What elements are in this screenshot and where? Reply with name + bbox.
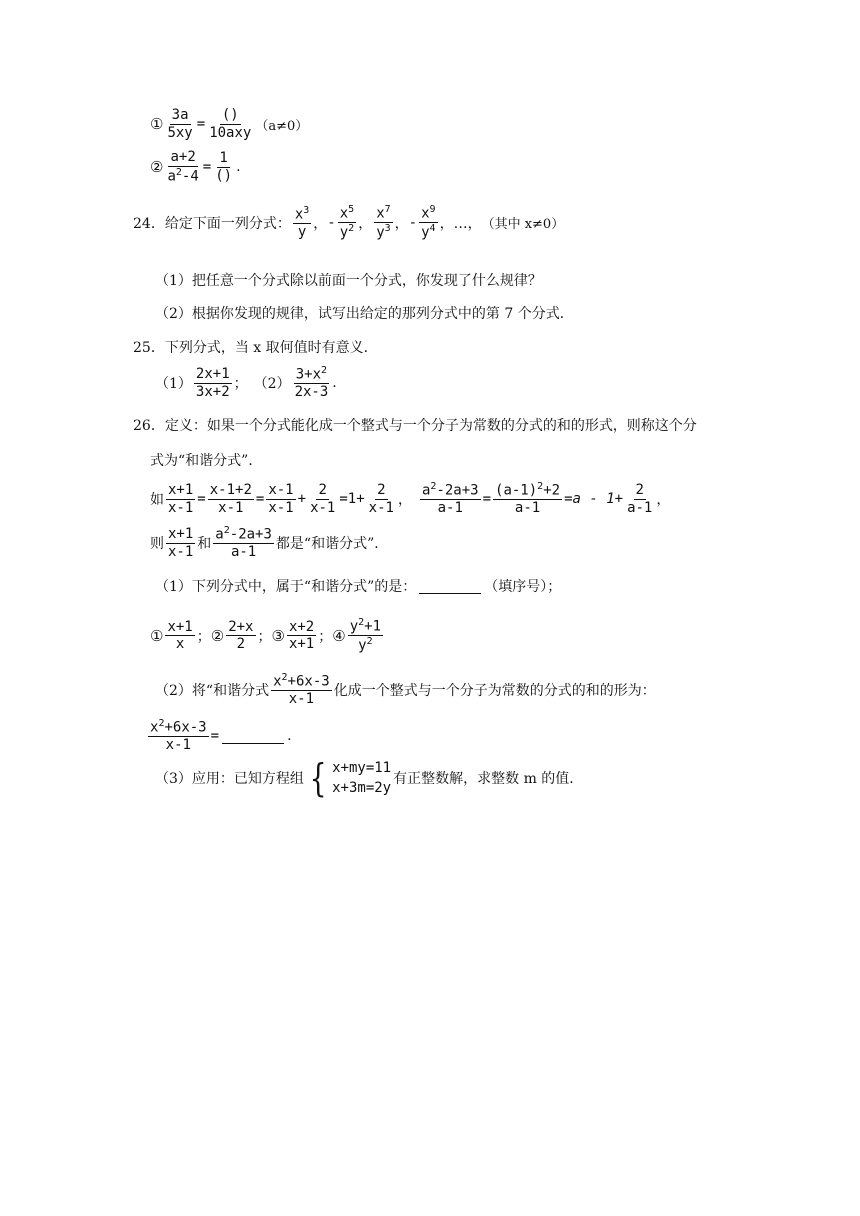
q26-example: 如 $\frac{x+1}{x-1}$ = $\frac{x-1+2}{x-1}$ = $\frac{x-1}{x-1}$ + $\frac{2}{x-1}$ =1+ $\frac{2}{x-1}$ ， $\frac{a^2-2a+3}{a-1}$ = $\frac{(a-1)^2+2}{a-1}$ =a - 1+ $\frac{2}{a-1}$ ， xyxy=(150,481,671,517)
q26-sub-2: （2）将“和谐分式 $\frac{x^2+6x-3}{x-1}$ 化成一个整式与一个分子为常数的分式的和的形为： xyxy=(155,672,656,708)
fraction: $\frac{x-1}{x-1}$ xyxy=(268,481,294,516)
fraction: $\frac{x+1}{x-1}$ xyxy=(168,525,194,560)
fraction: $\frac{x+1}{x}$ xyxy=(167,618,193,653)
condition: （其中 x≠0） xyxy=(481,217,565,233)
q26-options: ① $\frac{x+1}{x}$ ； ② $\frac{2+x}{2}$ ； ③ $\frac{x+2}{x+1}$ ； ④ $\frac{y^2+1}{y^2}$ xyxy=(150,617,382,654)
q24-sub-1: （1）把任意一个分式除以前面一个分式，你发现了什么规律？ xyxy=(155,273,542,289)
fraction: $\frac{x^3}{y}$ xyxy=(294,204,310,241)
fraction: $\frac{(a-1)^2+2}{a-1}$ xyxy=(495,481,561,517)
condition: （a≠0） xyxy=(255,118,309,134)
fraction: $\frac{x-1+2}{x-1}$ xyxy=(209,481,252,516)
answer-blank xyxy=(222,729,284,744)
q26-then: 则 $\frac{x+1}{x-1}$ 和 $\frac{a^2-2a+3}{a-1}$ 都是“和谐分式”． xyxy=(150,525,389,561)
q25-parts: （1） $\frac{2x+1}{3x+2}$ ； （2） $\frac{3+x^2}{2x-3}$ . xyxy=(155,365,337,401)
fraction: $\frac{2x+1}{3x+2}$ xyxy=(195,365,230,400)
equation-system xyxy=(306,758,391,799)
fraction: $\frac{2}{x-1}$ xyxy=(310,481,336,516)
item-marker: ② xyxy=(150,158,164,177)
answer-blank xyxy=(419,579,481,594)
fraction: $\frac{x^5}{y^2}$ xyxy=(339,204,355,241)
q26-intro-2: 式为“和谐分式”． xyxy=(150,453,263,469)
fraction: $\frac{x^2+6x-3}{x-1}$ xyxy=(273,672,330,708)
equation-row: x+3m=2y xyxy=(332,780,392,797)
q26-intro-1: 26．定义：如果一个分式能化成一个整式与一个分子为常数的分式的和的形式，则称这个分 xyxy=(133,418,697,434)
q26-sub-1: （1）下列分式中，属于“和谐分式”的是： （填序号）； xyxy=(155,579,562,595)
q26-sub-3: （3）应用：已知方程组 { x+my=11 x+3m=2y 有正整数解，求整数 m 的值． xyxy=(155,756,584,801)
fraction: $\frac{2}{x-1}$ xyxy=(368,481,394,516)
q23-item-2: ② $\frac{a+2}{a^2-4}$ = $\frac{1}{()}$ . xyxy=(150,149,241,185)
equation-row: x+my=11 xyxy=(332,760,392,776)
item-marker: ① xyxy=(150,115,164,134)
fraction: $\frac{x+1}{x-1}$ xyxy=(168,481,194,516)
fraction: $\frac{x+2}{x+1}$ xyxy=(288,618,315,653)
q25-intro: 25．下列分式，当 x 取何值时有意义． xyxy=(133,340,378,356)
fraction: $\frac{3a}{5xy}$ xyxy=(167,107,193,141)
q26-sub-2-answer: $\frac{x^2+6x-3}{x-1}$ = . xyxy=(150,718,292,754)
q24-sub-2: （2）根据你发现的规律，试写出给定的那列分式中的第 7 个分式． xyxy=(155,306,574,322)
fraction: $\frac{a^2-2a+3}{a-1}$ xyxy=(421,481,479,517)
q23-item-1: ① $\frac{3a}{5xy}$ = $\frac{()}{\text{10axy}}$ （a≠0） xyxy=(150,107,309,141)
fraction: $\frac{a+2}{a^2-4}$ xyxy=(167,149,199,185)
fraction: $\frac{a^2-2a+3}{a-1}$ xyxy=(215,525,272,561)
brace-icon: { xyxy=(309,756,327,801)
fraction: $\frac{()}{\text{10axy}}$ xyxy=(209,107,252,141)
fraction: $\frac{y^2+1}{y^2}$ xyxy=(349,617,382,654)
q24-intro: 24．给定下面一列分式： $\frac{x^3}{y}$ ， - $\frac{x^5}{y^2}$ ， $\frac{x^7}{y^3}$ ， - $\frac{x^9}{y^4}$ ， …， （其中 x≠0） xyxy=(133,204,565,241)
fraction: $\frac{2}{a-1}$ xyxy=(627,481,653,516)
fraction: $\frac{2+x}{2}$ xyxy=(228,618,254,653)
fraction: $\frac{1}{()}$ xyxy=(215,149,233,184)
fraction: $\frac{x^7}{y^3}$ xyxy=(376,204,391,241)
question-text: 24．给定下面一列分式： xyxy=(133,215,291,232)
fraction: $\frac{x^2+6x-3}{x-1}$ xyxy=(150,718,207,754)
fraction: $\frac{3+x^2}{2x-3}$ xyxy=(294,365,329,401)
fraction: $\frac{x^9}{y^4}$ xyxy=(421,204,436,241)
